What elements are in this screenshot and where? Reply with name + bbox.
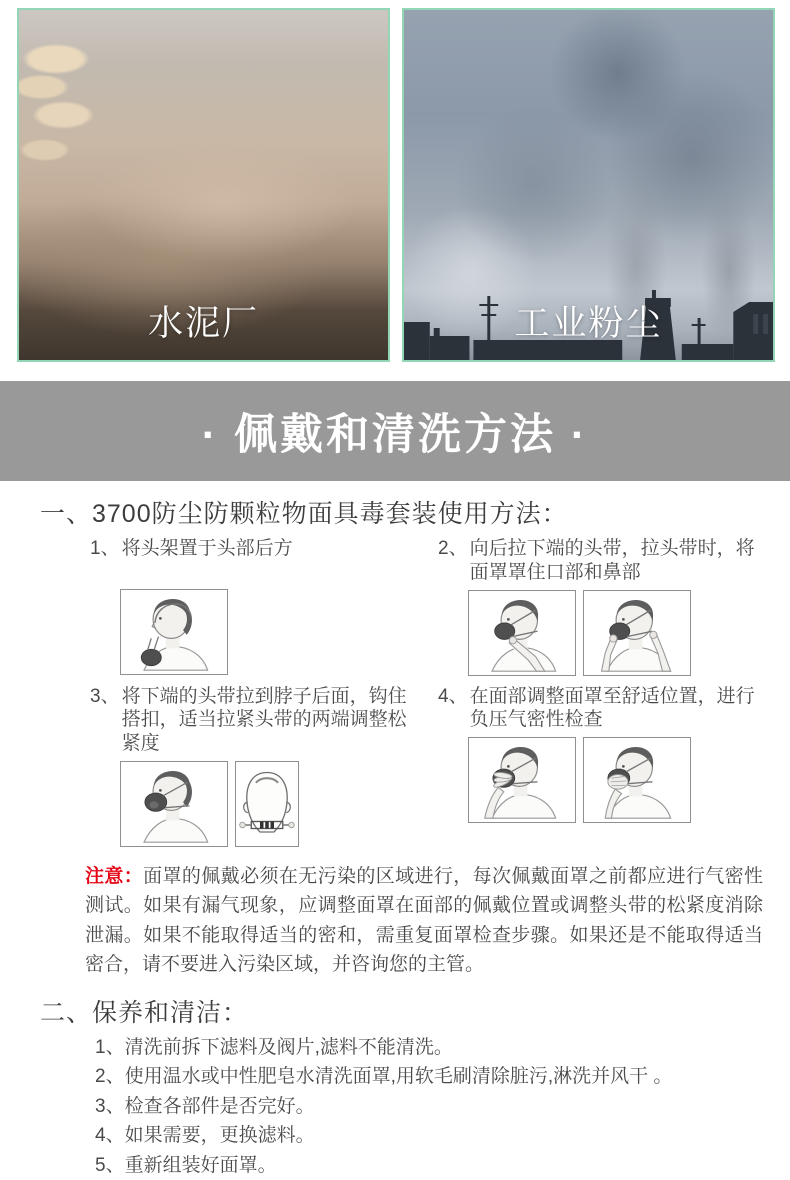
care-item: 3、检查各部件是否完好。 (95, 1093, 762, 1122)
photo-row (0, 0, 790, 362)
step-2-text: 2、 向后拉下端的头带，拉头带时，将面罩罩住口部和鼻部 (438, 537, 762, 585)
step-3-figures (120, 761, 426, 847)
section-banner (0, 381, 790, 481)
step-3-text: 3、 将下端的头带拉到脖子后面，钩住搭扣，适当拉紧头带的两端调整松紧度 (90, 685, 426, 756)
step-2-figures (468, 590, 762, 676)
step-number: 3、 (90, 685, 120, 756)
step-3 (90, 685, 426, 856)
seat-mask-illustration (583, 590, 691, 676)
step-number: 1、 (90, 537, 120, 584)
care-item: 4、如果需要，更换滤料。 (95, 1122, 762, 1151)
seal-check-illustration (583, 737, 691, 823)
pull-headband-illustration (468, 590, 576, 676)
step-1-figures (120, 589, 426, 675)
step-1-text: 1、 将头架置于头部后方 (90, 537, 426, 584)
step-number: 4、 (438, 685, 468, 733)
caution-label: 注意： (85, 866, 143, 887)
step-1 (90, 537, 426, 685)
mask-worn-profile-illustration (120, 761, 228, 847)
care-item: 5、重新组装好面罩。 (95, 1152, 762, 1180)
photo-caption: 水泥厂 (19, 296, 388, 346)
adjust-mask-illustration (468, 737, 576, 823)
step-2 (426, 537, 762, 685)
section1-heading: 一、3700防尘防颗粒物面具毒套装使用方法： (40, 494, 762, 530)
instructions-content (0, 481, 790, 1180)
industrial-dust-photo (402, 8, 775, 362)
section2-heading: 二、保养和清洁： (40, 993, 762, 1029)
usage-steps (40, 537, 762, 856)
caution-note (85, 862, 763, 980)
step-number: 2、 (438, 537, 468, 585)
mask-hanging-illustration (120, 589, 228, 675)
step-4-figures (468, 737, 762, 823)
step-4-text: 4、 在面部调整面罩至舒适位置，进行负压气密性检查 (438, 685, 762, 733)
neck-clasp-back-view-illustration (235, 761, 299, 847)
step-4 (426, 685, 762, 856)
care-item: 2、使用温水或中性肥皂水清洗面罩,用软毛刷清除脏污,淋洗并风干 。 (95, 1063, 762, 1092)
cement-factory-photo (17, 8, 390, 362)
banner-title: · 佩戴和清洗方法 · (202, 401, 589, 462)
photo-caption: 工业粉尘 (404, 296, 773, 346)
care-item: 1、清洗前拆下滤料及阀片,滤料不能清洗。 (95, 1034, 762, 1063)
caution-text: 面罩的佩戴必须在无污染的区域进行，每次佩戴面罩之前都应进行气密性测试。如果有漏气现象，应调整面罩在面部的佩戴位置或调整头带的松紧度消除泄漏。如果不能取得适当的密和，需重复面罩检查步骤。如果还是不能取得适当密合，请不要进入污染区域，并咨询您的主管。 (85, 866, 763, 975)
care-list (95, 1034, 762, 1180)
